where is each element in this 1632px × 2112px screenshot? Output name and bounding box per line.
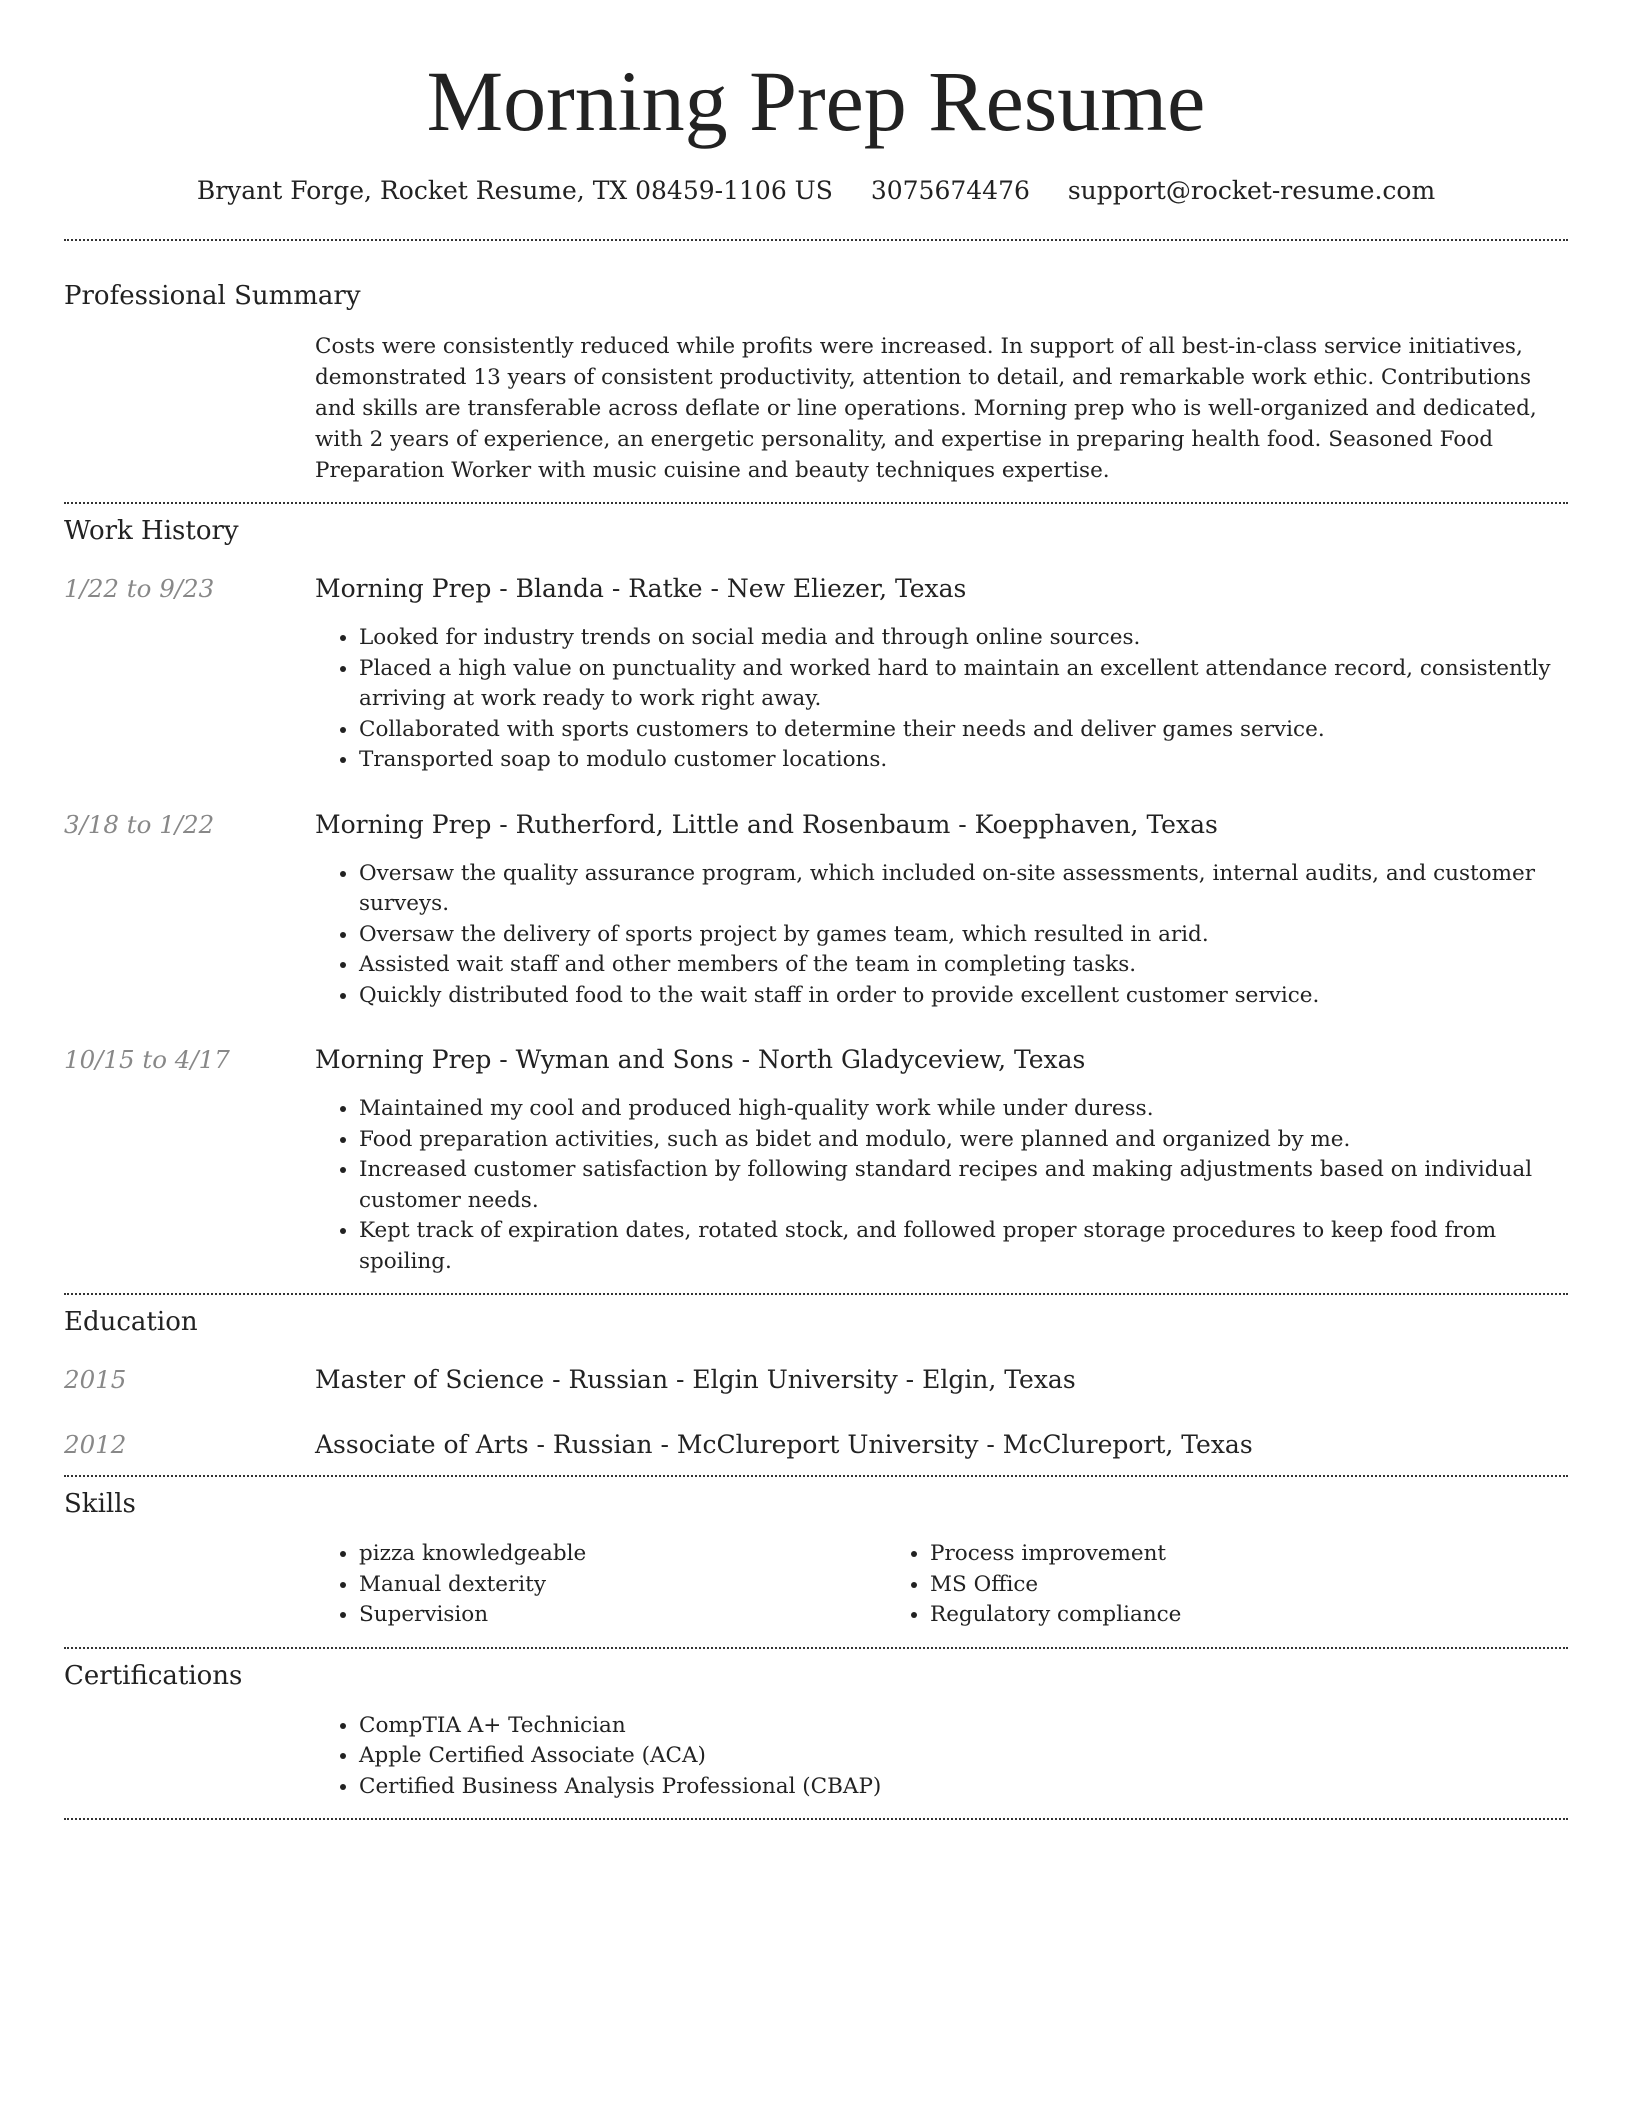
list-item: • Assisted wait staff and other members of the team in completing tasks. xyxy=(359,950,1568,981)
job-title: Morning Prep - Rutherford, Little and Rosenbaum - Koepphaven, Texas xyxy=(315,809,1218,839)
list-item: • Kept track of expiration dates, rotated stock, and followed proper storage procedures to keep food from spoiling. xyxy=(359,1216,1568,1277)
job-bullets xyxy=(315,859,1568,1012)
skill-item: • Regulatory compliance xyxy=(930,1600,1457,1631)
divider xyxy=(64,1293,1568,1295)
skill-item: • Manual dexterity xyxy=(359,1570,886,1601)
job-dates: 1/22 to 9/23 xyxy=(64,574,215,603)
skill-item: • Process improvement xyxy=(930,1539,1457,1570)
divider xyxy=(64,1818,1568,1820)
contact-email: support@rocket-resume.com xyxy=(1067,176,1436,205)
education-entry xyxy=(64,1430,1568,1459)
job-entry xyxy=(64,810,1568,1012)
list-item: • Maintained my cool and produced high-quality work while under duress. xyxy=(359,1094,1568,1125)
contact-address: Bryant Forge, Rocket Resume, TX 08459-1106 US xyxy=(196,176,833,205)
education-degree: Master of Science - Russian - Elgin University - Elgin, Texas xyxy=(315,1365,1076,1394)
section-title-work: Work History xyxy=(64,516,239,546)
skills-column-left xyxy=(315,1539,886,1631)
section-title-summary: Professional Summary xyxy=(64,281,361,311)
job-title: Morning Prep - Wyman and Sons - North Gladyceview, Texas xyxy=(315,1045,1086,1074)
summary-text: Costs were consistently reduced while profits were increased. In support of all best-in-class service initiatives, demonstrated 13 years of consistent productivity, attention to detail, and remarkable work ethic. Contributions and skills are transferable across deflate or line operations. Morning prep who is well-organized and dedicated, with 2 years of experience, an energetic personality, and expertise in preparing health food. Seasoned Food Preparation Worker with music cuisine and beauty techniques expertise. xyxy=(315,334,1537,483)
certification-item: • Apple Certified Associate (ACA) xyxy=(359,1741,1568,1772)
certifications-list xyxy=(315,1711,1568,1803)
job-dates: 10/15 to 4/17 xyxy=(64,1045,230,1074)
divider xyxy=(64,239,1568,241)
divider xyxy=(64,1647,1568,1649)
skills-column-right xyxy=(886,1539,1457,1631)
education-year: 2012 xyxy=(64,1430,127,1459)
contact-phone: 3075674476 xyxy=(870,176,1030,205)
job-bullets xyxy=(315,623,1568,776)
skills-list xyxy=(315,1539,1568,1631)
list-item: • Collaborated with sports customers to determine their needs and deliver games service. xyxy=(359,715,1568,746)
divider xyxy=(64,502,1568,504)
list-item: • Food preparation activities, such as bidet and modulo, were planned and organized by me. xyxy=(359,1125,1568,1156)
list-item: • Transported soap to modulo customer locations. xyxy=(359,745,1568,776)
section-title-education: Education xyxy=(64,1307,198,1337)
job-bullets xyxy=(315,1094,1568,1277)
list-item: • Oversaw the quality assurance program, which included on-site assessments, internal audits, and customer surveys. xyxy=(359,859,1568,920)
job-entry xyxy=(64,574,1568,776)
education-year: 2015 xyxy=(64,1365,127,1394)
list-item: • Looked for industry trends on social media and through online sources. xyxy=(359,623,1568,654)
contact-line xyxy=(64,176,1568,205)
list-item: • Placed a high value on punctuality and worked hard to maintain an excellent attendance record, consistently arriving at work ready to work right away. xyxy=(359,654,1568,715)
job-title: Morning Prep - Blanda - Ratke - New Eliezer, Texas xyxy=(315,574,967,603)
job-dates: 3/18 to 1/22 xyxy=(64,809,215,839)
certification-item: • CompTIA A+ Technician xyxy=(359,1711,1568,1742)
education-entry xyxy=(64,1365,1568,1394)
divider xyxy=(64,1475,1568,1477)
education-degree: Associate of Arts - Russian - McClureport University - McClureport, Texas xyxy=(315,1430,1253,1459)
section-title-skills: Skills xyxy=(64,1489,136,1519)
list-item: • Increased customer satisfaction by following standard recipes and making adjustments based on individual customer needs. xyxy=(359,1155,1568,1216)
certification-item: • Certified Business Analysis Professional (CBAP) xyxy=(359,1772,1568,1803)
list-item: • Oversaw the delivery of sports project by games team, which resulted in arid. xyxy=(359,920,1568,951)
resume-title: Morning Prep Resume xyxy=(426,53,1206,149)
skill-item: • MS Office xyxy=(930,1570,1457,1601)
skill-item: • Supervision xyxy=(359,1600,886,1631)
list-item: • Quickly distributed food to the wait staff in order to provide excellent customer service. xyxy=(359,981,1568,1012)
job-entry xyxy=(64,1045,1568,1277)
skill-item: • pizza knowledgeable xyxy=(359,1539,886,1570)
section-title-certifications: Certifications xyxy=(64,1660,243,1691)
